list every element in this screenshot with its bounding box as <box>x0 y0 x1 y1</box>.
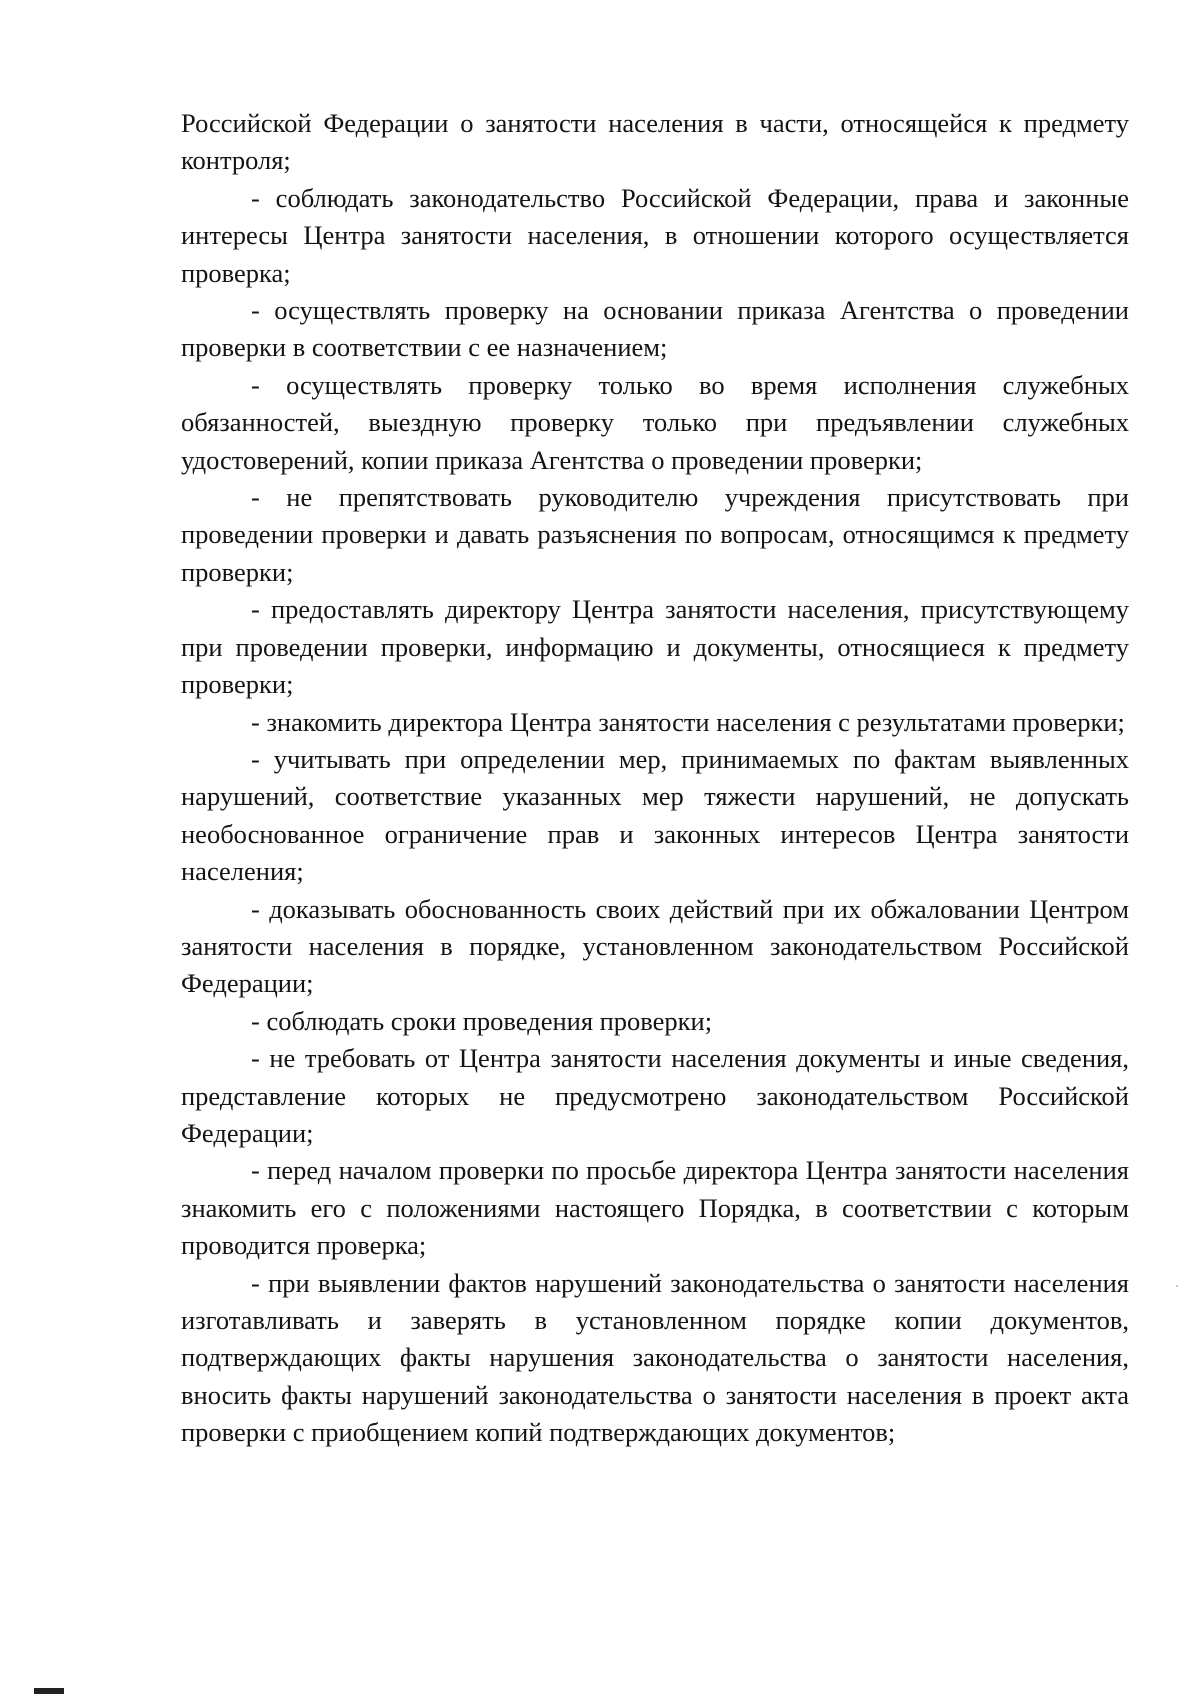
paragraph-continuation: Российской Федерации о занятости населения в части, относящейся к предмету контроля; <box>181 108 1129 176</box>
scan-artifact <box>34 1688 64 1694</box>
scan-speck <box>1176 1285 1178 1287</box>
list-item: - осуществлять проверку на основании приказа Агентства о проведении проверки в соответствии с ее назначением; <box>181 295 1129 363</box>
list-item: - не препятствовать руководителю учреждения присутствовать при проведении проверки и давать разъяснения по вопросам, относящимся к предмету проверки; <box>181 482 1129 587</box>
list-item: - предоставлять директору Центра занятости населения, присутствующему при проведении проверки, информацию и документы, относящиеся к предмету проверки; <box>181 594 1129 700</box>
list-item: - осуществлять проверку только во время исполнения служебных обязанностей, выездную проверку только при предъявлении служебных удостоверений, копии приказа Агентства о проведении проверки; <box>181 369 1129 475</box>
list-item: - при выявлении фактов нарушений законодательства о занятости населения изготавливать и заверять в установленном порядке копии документов, подтверждающих факты нарушения законодательства о занятости населения, вносить факты нарушений законодательства о занятости населения в проект акта проверки с приобщением копий подтверждающих документов; <box>181 1267 1129 1448</box>
list-item: - соблюдать сроки проведения проверки; <box>251 1005 713 1036</box>
list-item: - не требовать от Центра занятости населения документы и иные сведения, представление которых не предусмотрено законодательством Российской Федерации; <box>181 1043 1129 1148</box>
list-item: - учитывать при определении мер, принимаемых по фактам выявленных нарушений, соответствие указанных мер тяжести нарушений, не допускать необоснованное ограничение прав и законных интересов Центра занятости населения; <box>181 743 1129 887</box>
list-item: - перед началом проверки по просьбе директора Центра занятости населения знакомить его с положениями настоящего Порядка, в соответствии с которым проводится проверка; <box>181 1155 1129 1261</box>
list-item: - знакомить директора Центра занятости населения с результатами проверки; <box>251 706 1125 737</box>
list-item: - доказывать обоснованность своих действий при их обжаловании Центром занятости населения в порядке, установленном законодательством Российской Федерации; <box>181 893 1129 999</box>
document-body <box>181 105 1129 1452</box>
list-item: - соблюдать законодательство Российской Федерации, права и законные интересы Центра занятости населения, в отношении которого осуществляется проверка; <box>181 182 1129 288</box>
